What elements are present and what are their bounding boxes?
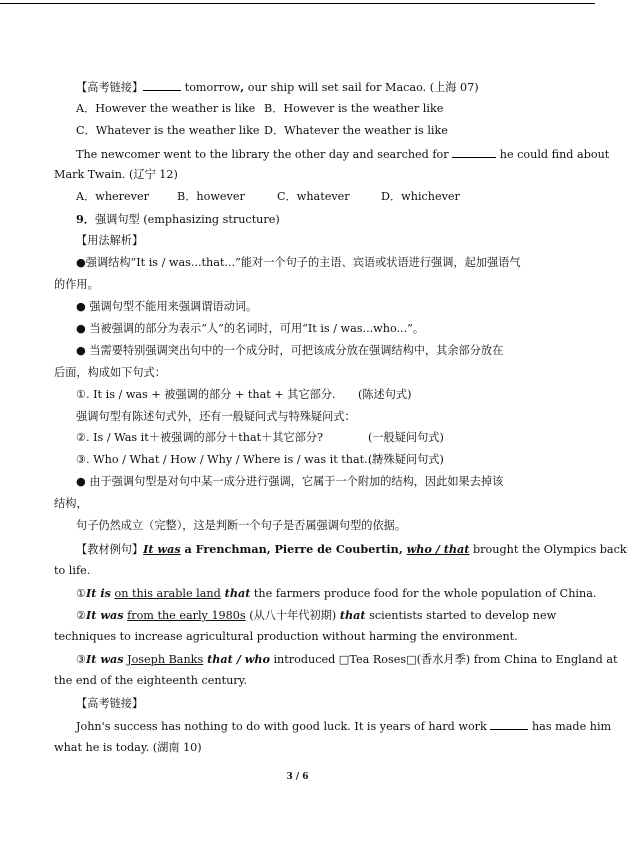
gaokao-link-2-label: 【高考链接】 (76, 697, 144, 710)
example-2-line-1: ②It was from the early 1980s (从八十年代初期) that scientists started to develop new (76, 608, 557, 622)
example-2-line-2: techniques to increase agricultural production without harming the environment. (54, 630, 518, 643)
usage-analysis-label: 【用法解析】 (76, 234, 144, 247)
pattern-note: 强调句型有陈述句式外，还有一般疑问式与特殊疑问式： (76, 410, 356, 423)
option-c: C．Whatever is the weather like (76, 124, 260, 137)
option-c: C．whatever (277, 190, 350, 203)
option-d: D．whichever (381, 190, 460, 203)
pattern-general-question: ②. Is / Was it＋被强调的部分＋that＋其它部分? (一般疑问句式) (76, 431, 444, 444)
rule-1-line-1: ●强调结构“It is / was...that...”能对一个句子的主语、宾语或状语进行强调，起加强语气 (76, 256, 521, 269)
rule-3: ● 当被强调的部分为表示“人”的名词时，可用“It is / was...who...”。 (76, 322, 425, 335)
option-a: A．However the weather is like (76, 102, 256, 115)
options-cd (76, 124, 448, 138)
option-d: D．Whatever the weather is like (264, 124, 448, 137)
question-3-line-1: John's success has nothing to do with good luck. It is years of hard work has made him (76, 720, 612, 733)
rule-5-line-2: 结构， (54, 497, 88, 510)
answer-blank (143, 80, 181, 91)
rule-4-line-1: ● 当需要特别强调突出句中的一个成分时，可把该成分放在强调结构中，其余部分放在 (76, 344, 504, 357)
pattern-special-question: ③. Who / What / How / Why / Where is / was it that...?(特殊疑问句式) (76, 453, 444, 466)
pattern-declarative: ①. It is / was + 被强调的部分 + that + 其它部分. (陈述句式) (76, 388, 412, 401)
rule-5-line-3: 句子仍然成立（完整），这是判断一个句子是否属强调句型的依据。 (76, 519, 407, 532)
gaokao-link-1: 【高考链接】 tomorrow, our ship will set sail for Macao. (上海 07) (76, 80, 479, 94)
textbook-example-line-2: to life. (54, 564, 91, 577)
question-2-line-2: Mark Twain. (辽宁 12) (54, 168, 178, 181)
example-1: ①It is on this arable land that the farmers produce food for the whole population of China. (76, 586, 597, 600)
option-b: B．However is the weather like (264, 102, 444, 115)
question-2-line-1: The newcomer went to the library the other day and searched for he could find about (76, 148, 610, 161)
answer-blank (490, 719, 528, 730)
options-abcd (76, 190, 460, 204)
option-a: A．wherever (76, 190, 149, 203)
header-rule (0, 3, 595, 4)
section-label: 【高考链接】 (76, 81, 144, 94)
example-3-line-2: the end of the eighteenth century. (54, 674, 248, 687)
section-heading: 9．强调句型 (emphasizing structure) (76, 212, 280, 226)
textbook-example-line-1: 【教材例句】It was a Frenchman, Pierre de Coubertin, who / that brought the Olympics back (76, 542, 627, 556)
option-b: B．however (177, 190, 245, 203)
rule-1-line-2: 的作用。 (54, 278, 99, 291)
options-ab (76, 102, 443, 116)
example-3-line-1: ③It was Joseph Banks that / who introduced □Tea Roses□(香水月季) from China to England at (76, 652, 618, 666)
page-number: 3 / 6 (286, 772, 309, 782)
rule-5-line-1: ● 由于强调句型是对句中某一成分进行强调，它属于一个附加的结构，因此如果去掉该 (76, 475, 504, 488)
rule-2: ● 强调句型不能用来强调谓语动词。 (76, 300, 258, 313)
question-3-line-2: what he is today. (湖南 10) (54, 741, 202, 754)
answer-blank (452, 147, 496, 158)
rule-4-line-2: 后面，构成如下句式： (54, 366, 166, 379)
